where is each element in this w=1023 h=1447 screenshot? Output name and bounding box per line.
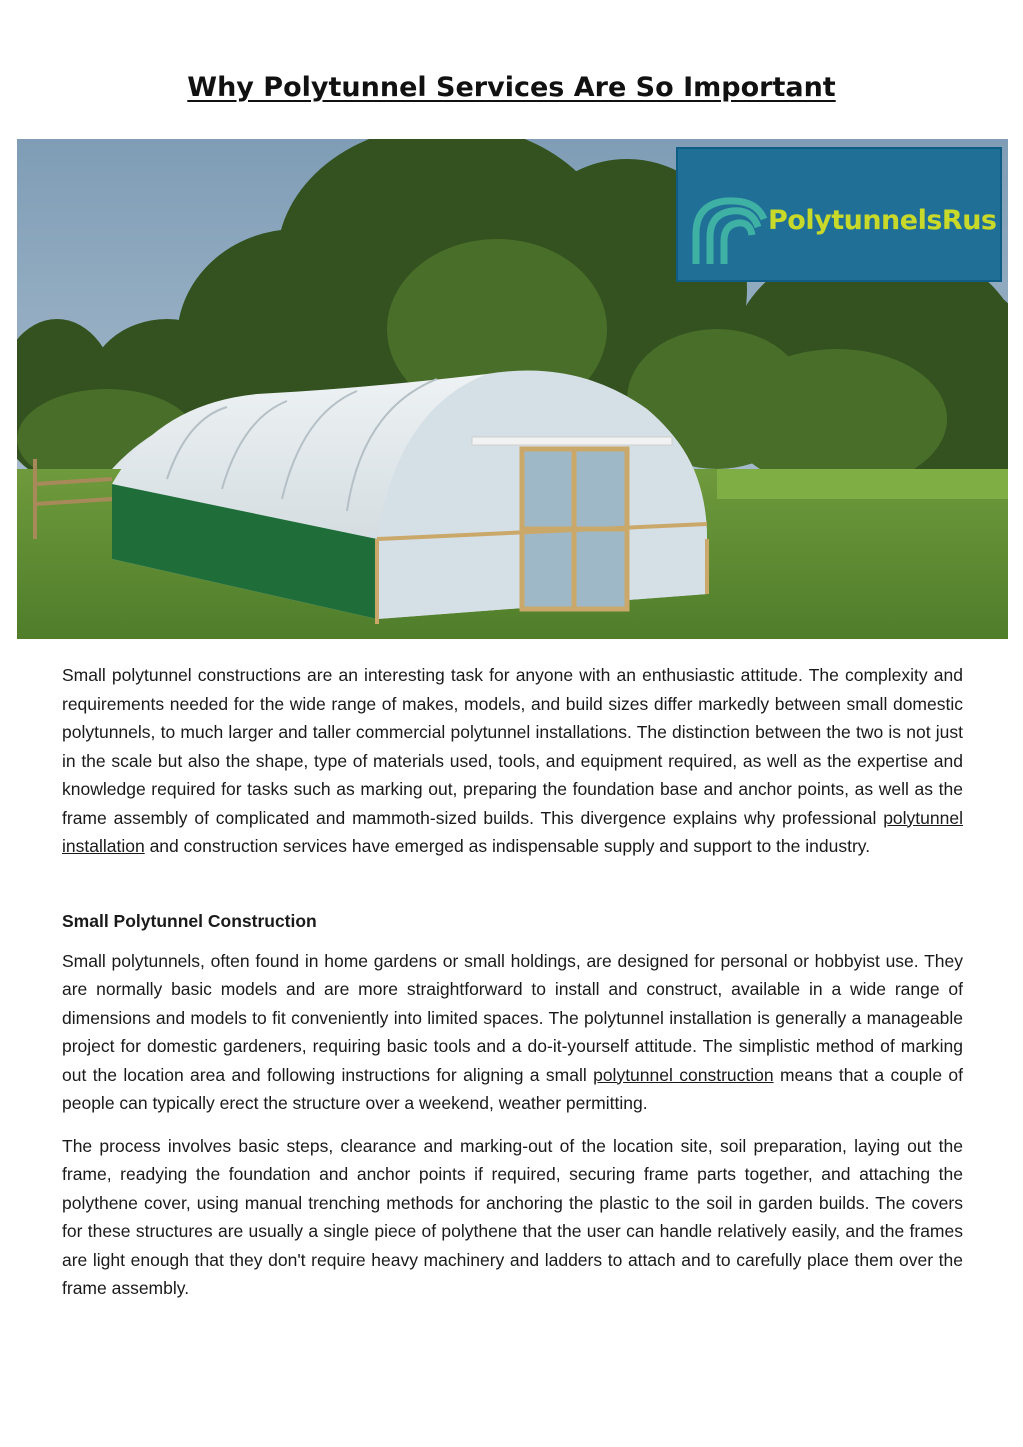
polytunnelsrus-logo <box>676 147 1002 282</box>
polytunnel-installation-link[interactable]: polytunnel installation <box>62 807 963 856</box>
arches-icon <box>686 189 776 269</box>
section-heading: Small Polytunnel Construction <box>62 910 317 931</box>
page-title: Why Polytunnel Services Are So Important <box>187 72 836 103</box>
polytunnel-construction-link[interactable]: polytunnel construction <box>593 1064 774 1085</box>
logo-text: PolytunnelsRus <box>768 205 997 236</box>
intro-paragraph: Small polytunnel constructions are an interesting task for anyone with an enthusiastic attitude. The complexity and requirements needed for the wide range of makes, models, and build sizes differ markedly between small domestic polytunnels, to much larger and taller commercial polytunnel installations. The distinction between the two is not just in the scale but also the shape, type of materials used, tools, and equipment required, as well as the expertise and knowledge required for tasks such as marking out, preparing the foundation base and anchor points, as well as the frame assembly of complicated and mammoth-sized builds. This divergence explains why professional polytunnel installation and construction services have emerged as indispensable supply and support to the industry. <box>62 665 963 856</box>
section-paragraph-1: Small polytunnels, often found in home gardens or small holdings, are designed for personal or hobbyist use. They are normally basic models and are more straightforward to install and construct, available in a wide range of dimensions and models to fit conveniently into limited spaces. The polytunnel installation is generally a manageable project for domestic gardeners, requiring basic tools and a do-it-yourself attitude. The simplistic method of marking out the location area and following instructions for aligning a small polytunnel construction means that a couple of people can typically erect the structure over a weekend, weather permitting. <box>62 950 964 1113</box>
article-body <box>62 661 963 1317</box>
section-paragraph-2: The process involves basic steps, clearance and marking-out of the location site, soil preparation, laying out the frame, readying the foundation and anchor points if required, securing frame parts together, and attaching the polythene cover, using manual trenching methods for anchoring the plastic to the soil in garden builds. The covers for these structures are usually a single piece of polythene that the user can handle relatively easily, and the frames are light enough that they don't require heavy machinery and ladders to attach and to carefully place them over the frame assembly. <box>62 1135 963 1298</box>
